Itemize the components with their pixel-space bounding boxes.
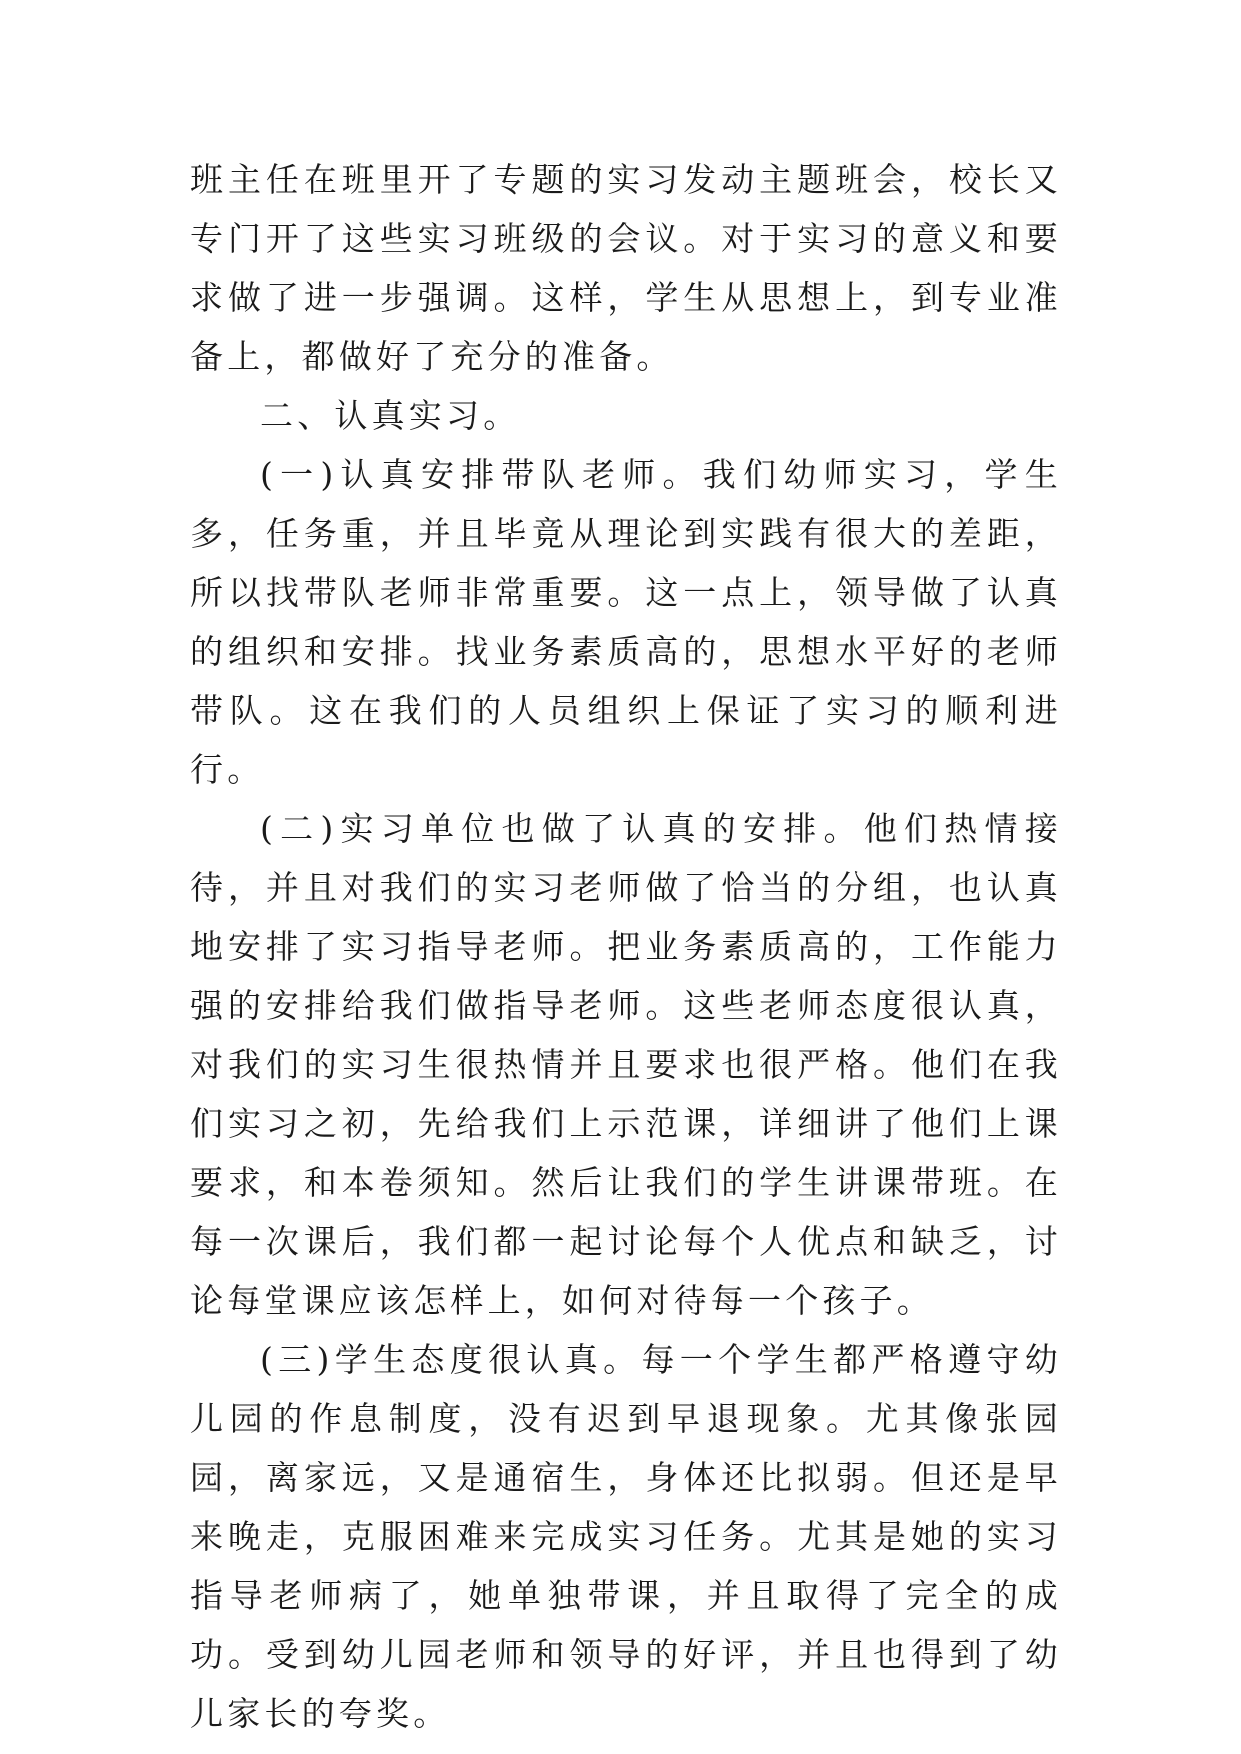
section-heading-serious-internship: 二、认真实习。 — [260, 396, 521, 435]
paragraph-point-three: (三)学生态度很认真。每一个学生都严格遵守幼儿园的作息制度，没有迟到早退现象。尤其像张园园，离家远，又是通宿生，身体还比拟弱。但还是早来晚走，克服困难来完成实习任务。尤其是她的实习指导老师病了，她单独带课，并且取得了完全的成功。受到幼儿园老师和领导的好评，并且也得到了幼儿家长的夸奖。 — [190, 1340, 1062, 1733]
paragraph-point-one: (一)认真安排带队老师。我们幼师实习，学生多，任务重，并且毕竟从理论到实践有很大的差距，所以找带队老师非常重要。这一点上，领导做了认真的组织和安排。找业务素质高的，思想水平好的老师带队。这在我们的人员组织上保证了实习的顺利进行。 — [190, 455, 1062, 789]
paragraph-intro-continuation: 班主任在班里开了专题的实习发动主题班会，校长又专门开了这些实习班级的会议。对于实习的意义和要求做了进一步强调。这样，学生从思想上，到专业准备上，都做好了充分的准备。 — [190, 160, 1062, 376]
document-body — [190, 150, 1062, 1743]
paragraph-point-two: (二)实习单位也做了认真的安排。他们热情接待，并且对我们的实习老师做了恰当的分组，也认真地安排了实习指导老师。把业务素质高的，工作能力强的安排给我们做指导老师。这些老师态度很认真，对我们的实习生很热情并且要求也很严格。他们在我们实习之初，先给我们上示范课，详细讲了他们上课要求，和本卷须知。然后让我们的学生讲课带班。在每一次课后，我们都一起讨论每个人优点和缺乏，讨论每堂课应该怎样上，如何对待每一个孩子。 — [190, 809, 1062, 1320]
